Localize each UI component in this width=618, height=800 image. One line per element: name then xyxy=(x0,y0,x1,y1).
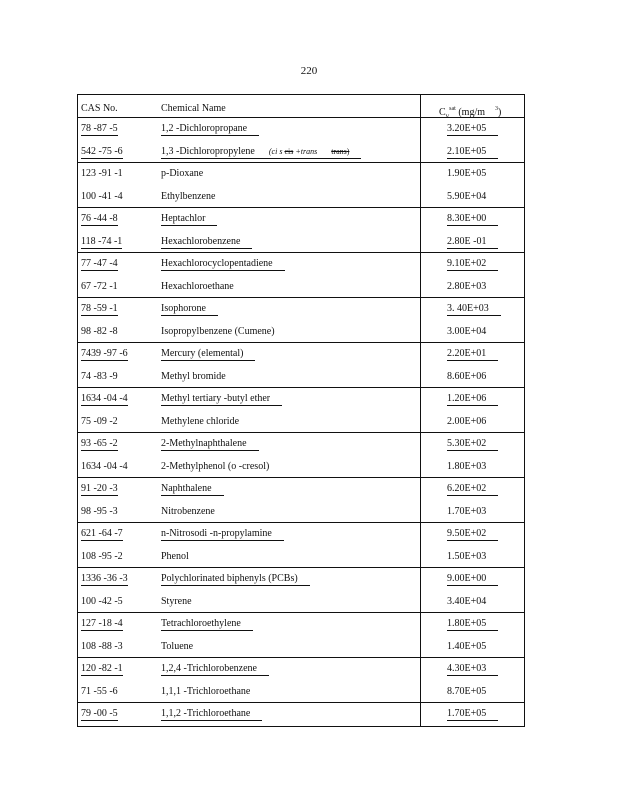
table-row xyxy=(77,118,525,141)
saturation-value: 4.30E+03 xyxy=(447,658,517,681)
cas-number: 120 -82 -1 xyxy=(81,663,123,674)
table-row xyxy=(77,186,525,209)
saturation-value: 1.70E+05 xyxy=(447,703,517,726)
chemical-name: Nitrobenzene xyxy=(161,505,215,517)
table-row xyxy=(77,478,525,501)
saturation-value: 9.10E+02 xyxy=(447,253,517,276)
header-value: $C_v^{sat}$ (mg/m $^3$) xyxy=(439,106,502,120)
chemical-name: Phenol xyxy=(161,550,189,562)
saturation-value: 8.70E+05 xyxy=(447,685,487,697)
chemical-name: n-Nitrosodi -n-propylamine xyxy=(161,523,416,546)
saturation-value: 2.10E+05 xyxy=(447,141,517,164)
cas-number: 75 -09 -2 xyxy=(81,415,118,427)
chemical-name: Hexachlorocyclopentadiene xyxy=(161,253,416,276)
cas-number: 1634 -04 -4 xyxy=(81,460,128,472)
chemical-name: Methylene chloride xyxy=(161,415,240,427)
saturation-value: 1.40E+05 xyxy=(447,640,487,652)
chemical-name: Ethylbenzene xyxy=(161,190,216,202)
isomer-note: (ci s cis +trans trans) xyxy=(268,146,350,156)
table-row xyxy=(77,546,525,569)
chemical-name: Polychlorinated biphenyls (PCBs) xyxy=(161,568,416,591)
table-row xyxy=(77,658,525,681)
chemical-name: Styrene xyxy=(161,595,192,607)
table-row xyxy=(77,208,525,231)
table-row xyxy=(77,298,525,321)
saturation-value: 3.00E+04 xyxy=(447,325,487,337)
cas-number: 100 -41 -4 xyxy=(81,190,123,202)
table-row xyxy=(77,366,525,389)
header-chemical-name: Chemical Name xyxy=(161,103,226,114)
table-row xyxy=(77,231,525,254)
chemical-name: 1,3 -Dichloropropylene (ci s cis +trans trans) xyxy=(161,141,416,164)
cas-number: 91 -20 -3 xyxy=(81,483,118,494)
table-row xyxy=(77,501,525,524)
chemical-name: 2-Methylphenol (o -cresol) xyxy=(161,460,270,472)
cas-number: 108 -88 -3 xyxy=(81,640,123,652)
saturation-value: 9.50E+02 xyxy=(447,523,517,546)
table-row xyxy=(77,681,525,704)
saturation-value: 3. 40E+03 xyxy=(447,298,517,321)
cas-number: 93 -65 -2 xyxy=(81,438,118,449)
table-row xyxy=(77,456,525,479)
table-row xyxy=(77,343,525,366)
page-number: 220 xyxy=(300,65,318,77)
chemical-name: Heptachlor xyxy=(161,208,416,231)
table-row xyxy=(77,591,525,614)
saturation-value: 3.40E+04 xyxy=(447,595,487,607)
chemical-name: Isophorone xyxy=(161,298,416,321)
table-row xyxy=(77,433,525,456)
cas-number: 542 -75 -6 xyxy=(81,145,123,157)
cas-number: 123 -91 -1 xyxy=(81,168,123,179)
cas-number: 77 -47 -4 xyxy=(81,258,118,269)
saturation-value: 1.70E+03 xyxy=(447,505,487,517)
cas-number: 1634 -04 -4 xyxy=(81,393,128,404)
table-row xyxy=(77,636,525,659)
table-row xyxy=(77,411,525,434)
chemical-name: Tetrachloroethylene xyxy=(161,613,416,636)
cas-number: 98 -82 -8 xyxy=(81,325,118,337)
saturation-value: 2.80E -01 xyxy=(447,231,517,254)
chemical-name: 2-Methylnaphthalene xyxy=(161,433,416,456)
chemical-name: 1,2,4 -Trichlorobenzene xyxy=(161,658,416,681)
cas-number: 76 -44 -8 xyxy=(81,213,118,224)
table-row xyxy=(77,276,525,299)
table-row xyxy=(77,613,525,636)
table-row xyxy=(77,388,525,411)
cas-number: 79 -00 -5 xyxy=(81,708,118,719)
table-row xyxy=(77,253,525,276)
table-row xyxy=(77,163,525,186)
saturation-value: 6.20E+02 xyxy=(447,478,517,501)
saturation-value: 3.20E+05 xyxy=(447,118,517,141)
cas-number: 7439 -97 -6 xyxy=(81,348,128,359)
cas-number: 67 -72 -1 xyxy=(81,280,118,292)
saturation-value: 1.20E+06 xyxy=(447,388,517,411)
saturation-value: 9.00E+00 xyxy=(447,568,517,591)
chemical-name: Methyl tertiary -butyl ether xyxy=(161,388,416,411)
table-row xyxy=(77,523,525,546)
cas-number: 108 -95 -2 xyxy=(81,550,123,562)
chemical-name: Toluene xyxy=(161,640,194,652)
cas-number: 127 -18 -4 xyxy=(81,618,123,629)
table-row xyxy=(77,703,525,726)
saturation-value: 2.00E+06 xyxy=(447,415,487,427)
chemical-name: Naphthalene xyxy=(161,478,416,501)
cas-number: 78 -59 -1 xyxy=(81,303,118,314)
cas-number: 118 -74 -1 xyxy=(81,235,123,247)
chemical-name: 1,1,1 -Trichloroethane xyxy=(161,685,251,697)
chemical-name: 1,1,2 -Trichloroethane xyxy=(161,703,416,726)
saturation-value: 1.50E+03 xyxy=(447,550,487,562)
cas-number: 78 -87 -5 xyxy=(81,123,118,134)
table-header-row xyxy=(77,95,525,118)
chemical-name: Mercury (elemental) xyxy=(161,343,416,366)
saturation-value: 5.30E+02 xyxy=(447,433,517,456)
chemical-name: Isopropylbenzene (Cumene) xyxy=(161,325,275,337)
cas-number: 100 -42 -5 xyxy=(81,595,123,607)
saturation-value: 2.80E+03 xyxy=(447,280,487,292)
table-body xyxy=(77,118,525,726)
cas-number: 1336 -36 -3 xyxy=(81,573,128,584)
saturation-value: 1.90E+05 xyxy=(447,168,487,179)
cas-number: 71 -55 -6 xyxy=(81,685,118,697)
cas-number: 98 -95 -3 xyxy=(81,505,118,517)
saturation-value: 1.80E+03 xyxy=(447,460,487,472)
chemical-name: Hexachloroethane xyxy=(161,280,234,292)
chemical-name: p-Dioxane xyxy=(161,168,204,179)
chemical-name: 1,2 -Dichloropropane xyxy=(161,118,416,141)
saturation-value: 1.80E+05 xyxy=(447,613,517,636)
saturation-value: 8.60E+06 xyxy=(447,370,487,382)
saturation-value: 2.20E+01 xyxy=(447,343,517,366)
header-cas: CAS No. xyxy=(81,103,118,114)
saturation-value: 5.90E+04 xyxy=(447,190,487,202)
table-row xyxy=(77,141,525,164)
chemical-name: Hexachlorobenzene xyxy=(161,231,416,254)
table-row xyxy=(77,568,525,591)
saturation-value: 8.30E+00 xyxy=(447,208,517,231)
cas-number: 621 -64 -7 xyxy=(81,528,123,539)
chemical-name: Methyl bromide xyxy=(161,370,226,382)
saturation-table xyxy=(77,94,525,727)
cas-number: 74 -83 -9 xyxy=(81,370,118,382)
table-row xyxy=(77,321,525,344)
